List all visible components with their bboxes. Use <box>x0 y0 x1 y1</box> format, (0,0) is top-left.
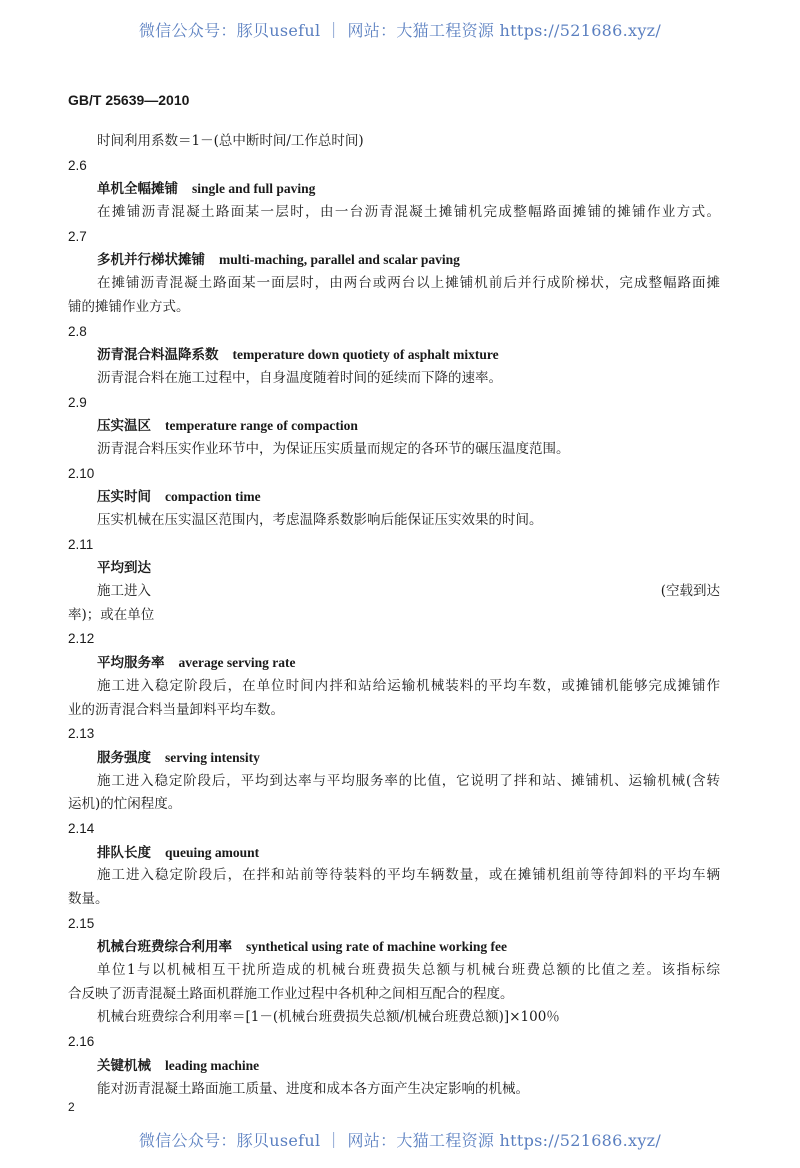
watermark-header: 微信公众号：豚贝useful ｜ 网站：大猫工程资源 https://521686.xyz/ <box>138 21 662 40</box>
definition-continuation: 铺的摊铺作业方式。 <box>68 298 190 315</box>
term-title <box>68 1054 720 1078</box>
term-title <box>68 177 720 201</box>
definition-text: 压实机械在压实温区范围内，考虑温降系数影响后能保证压实效果的时间。 <box>97 512 543 528</box>
section-number: 2.12 <box>68 631 95 647</box>
definition-continuation: 数量。 <box>68 891 109 907</box>
term-zh: 排队长度 <box>97 844 151 861</box>
term-title <box>68 556 720 580</box>
term-en: synthetical using rate of machine working fee <box>246 939 507 955</box>
definition-text: 施工进入稳定阶段后，在拌和站前等待装料的平均车辆数量，或在摊铺机组前等待卸料的平均车辆 <box>97 867 720 884</box>
term-title <box>68 343 720 367</box>
term-en: multi-maching, parallel and scalar paving <box>219 252 460 268</box>
section-number: 2.10 <box>68 465 95 481</box>
definition-text: 在摊铺沥青混凝土路面某一层时，由一台沥青混凝土摊铺机完成整幅路面摊铺的摊铺作业方式。 <box>97 204 720 221</box>
term-title <box>68 841 720 865</box>
section-number: 2.15 <box>68 915 95 931</box>
section-number: 2.13 <box>68 726 95 742</box>
section-number: 2.7 <box>68 228 87 244</box>
term-title <box>68 651 720 675</box>
term-en: temperature range of compaction <box>165 418 358 434</box>
term-en: leading machine <box>165 1057 260 1073</box>
term-zh: 压实温区 <box>97 418 151 435</box>
term-zh: 压实时间 <box>97 489 151 506</box>
term-en: compaction time <box>165 489 261 505</box>
term-title <box>68 746 720 770</box>
term-title <box>68 935 720 959</box>
section-number: 2.11 <box>68 536 94 552</box>
term-en: serving intensity <box>165 749 260 765</box>
fragment-right: (空载到达 <box>660 583 720 600</box>
fragment-left: 施工进入 <box>97 583 151 600</box>
term-zh: 沥青混合料温降系数 <box>97 347 219 364</box>
watermark-footer: 微信公众号：豚贝useful ｜ 网站：大猫工程资源 https://521686.xyz/ <box>138 1131 662 1150</box>
section-number: 2.16 <box>68 1034 95 1050</box>
term-en: queuing amount <box>165 844 260 860</box>
term-en: average serving rate <box>178 655 296 671</box>
document-body <box>68 130 720 1101</box>
term-title <box>68 248 720 272</box>
term-title <box>68 485 720 509</box>
definition-text: 施工进入稳定阶段后，平均到达率与平均服务率的比值，它说明了拌和站、摊铺机、运输机械(含转 <box>97 772 720 789</box>
page-number: 2 <box>68 1100 75 1114</box>
definition-text: 沥青混合料压实作业环节中，为保证压实质量而规定的各环节的碾压温度范围。 <box>97 440 570 457</box>
section-number: 2.9 <box>68 394 87 410</box>
definition-continuation: 运机)的忙闲程度。 <box>68 796 182 813</box>
definition-continuation: 合反映了沥青混凝土路面机群施工作业过程中各机种之间相互配合的程度。 <box>68 985 514 1002</box>
term-zh: 单机全幅摊铺 <box>97 181 178 198</box>
term-en: single and full paving <box>192 181 316 197</box>
definition-text: 在摊铺沥青混凝土路面某一面层时，由两台或两台以上摊铺机前后并行成阶梯状，完成整幅路面摊 <box>97 275 720 292</box>
definition-continuation: 业的沥青混合料当量卸料平均车数。 <box>68 701 284 718</box>
term-title <box>68 414 720 438</box>
definition-text: 机械台班费综合利用率＝[1－(机械台班费损失总额/机械台班费总额)]×100％ <box>97 1009 560 1026</box>
definition-fragment <box>68 580 720 604</box>
term-zh: 平均服务率 <box>97 655 165 672</box>
term-zh: 平均到达 <box>97 560 151 577</box>
definition-text: 能对沥青混凝土路面施工质量、进度和成本各方面产生决定影响的机械。 <box>97 1080 529 1097</box>
definition-fragment: 率)；或在单位 <box>68 606 155 623</box>
definition-text: 沥青混合料在施工过程中，自身温度随着时间的延续而下降的速率。 <box>97 369 502 386</box>
standard-code: GB/T 25639—2010 <box>68 92 190 108</box>
definition-text: 时间利用系数＝1－(总中断时间/工作总时间) <box>97 133 364 149</box>
term-zh: 机械台班费综合利用率 <box>97 939 232 956</box>
term-en: temperature down quotiety of asphalt mixture <box>232 347 499 363</box>
section-number: 2.8 <box>68 323 87 339</box>
definition-text: 施工进入稳定阶段后，在单位时间内拌和站给运输机械装料的平均车数，或摊铺机能够完成摊铺作 <box>97 677 720 694</box>
section-number: 2.6 <box>68 157 87 173</box>
term-zh: 关键机械 <box>97 1057 151 1074</box>
term-zh: 多机并行梯状摊铺 <box>97 252 205 269</box>
section-number: 2.14 <box>68 820 95 836</box>
term-zh: 服务强度 <box>97 749 151 766</box>
definition-text: 单位1与以机械相互干扰所造成的机械台班费损失总额与机械台班费总额的比值之差。该指标综 <box>97 962 720 979</box>
